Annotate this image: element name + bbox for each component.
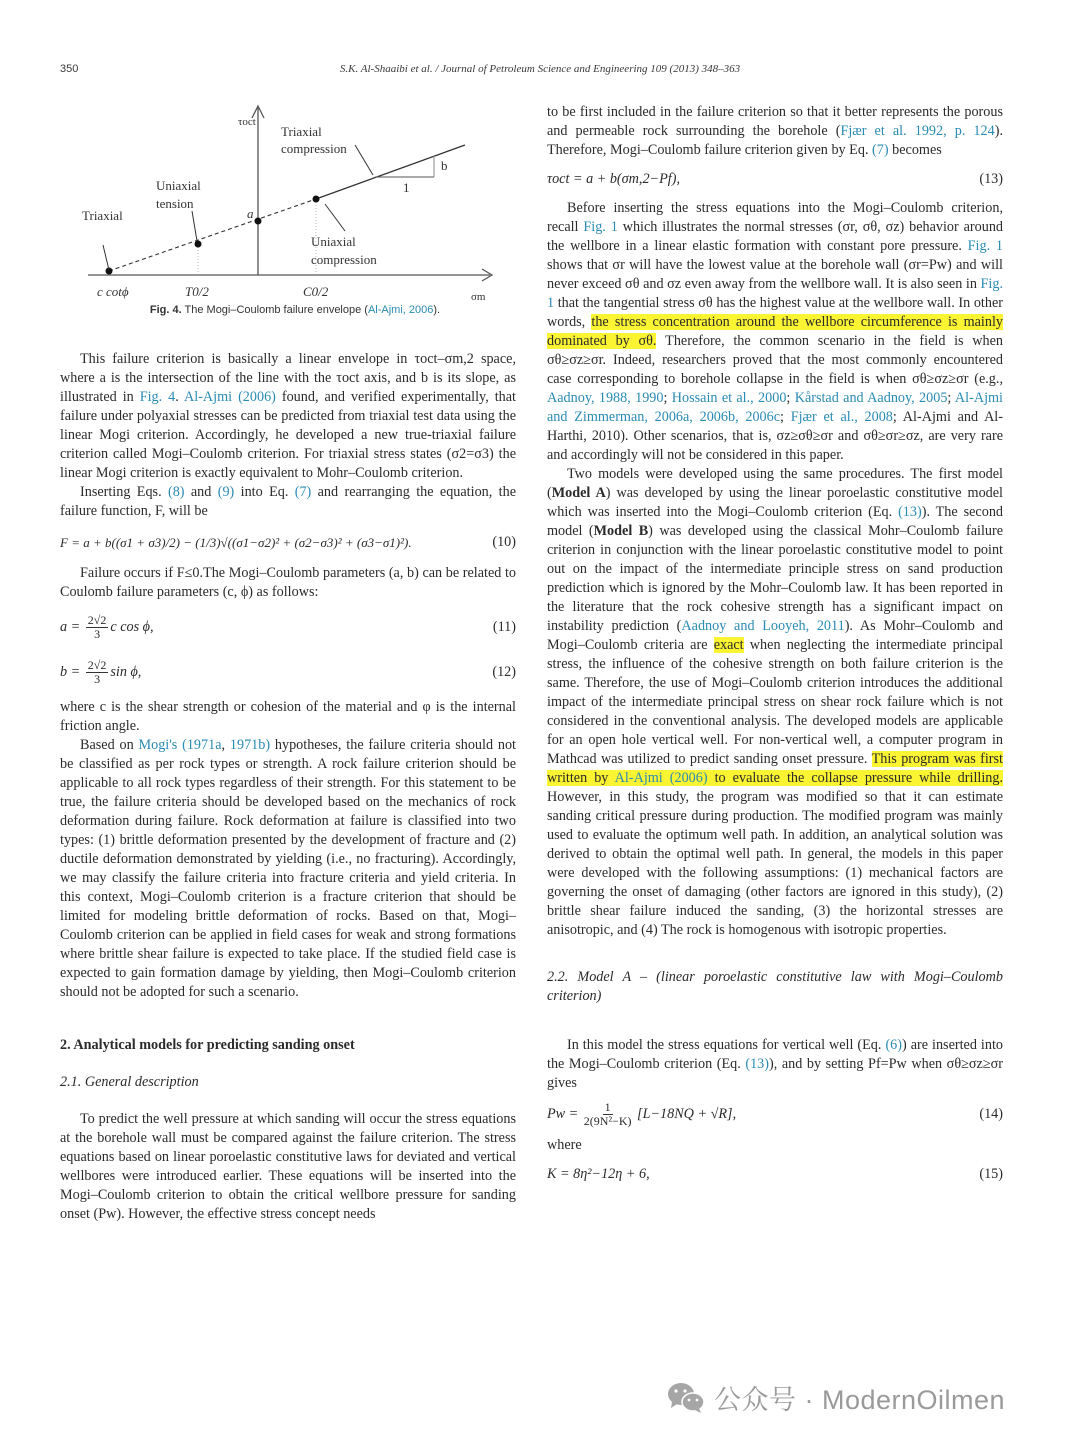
figure-caption: Fig. 4. The Mogi–Coulomb failure envelope (Al-Ajmi, 2006). [149,304,441,316]
figure-link[interactable]: Fig. 4 [139,389,176,405]
svg-text:b: b [441,158,448,173]
equation-15: K = 8η²−12η + 6, (15) [547,1166,1003,1182]
highlighted-text: This program was first written by Al-Ajmi (2006) to evaluate the collapse pressure while drilling. [547,751,1004,786]
citation-link[interactable]: Al-Ajmi and Zimmerman, 2006a, 2006b, 2006c [547,390,1003,425]
paragraph: In this model the stress equations for vertical well (Eq. (6)) are inserted into the Mogi–Coulomb criterion (Eq. (13)), and by setting Pf=Pw when σθ≥σz≥σr gives [547,1037,1004,1091]
equation-14: Pw = $\frac{1}{\text{2(9N²−K)}}$ [L−18NQ + √R], (14) [547,1100,1003,1128]
equation-12: b = $\frac{2√2}{3}$ sin ϕ, (12) [60,658,516,686]
svg-text:Uniaxial: Uniaxial [156,178,201,193]
paragraph: This failure criterion is basically a linear envelope in τoct–σm,2 space, where a is the intersection of the line with the τoct axis, and b is its slope, as illustrated in Fig. 4. Al-Ajmi (2006) found, and verified experimentally, that failure under polyaxial stresses can be predicted from triaxial test data using the linear Mogi criterion. Accordingly, he developed a new true-triaxial failure criterion called Mogi–Coulomb criterion. For triaxial stress states (σ2=σ3) the linear Mogi criterion is exactly equivalent to Mohr–Coulomb criterion. [60,351,516,481]
figure-link[interactable]: Fig. 1 [547,276,1003,311]
svg-text:compression: compression [281,141,347,156]
point-uniaxial-compression [313,196,320,203]
point-uniaxial-tension [195,241,202,248]
highlighted-text: the stress concentration around the wellbore circumference is mainly dominated by σθ. [547,314,1004,349]
svg-text:T0/2: T0/2 [185,284,209,299]
equation-13: τoct = a + b(σm,2−Pf), (13) [547,171,1003,187]
equation-link[interactable]: (8) [167,484,185,500]
envelope-dashed [109,199,316,271]
watermark-text: 公众号 · ModernOilmen [714,1385,1006,1415]
citation-link[interactable]: Al-Ajmi (2006) [184,389,276,405]
citation-link[interactable]: Mogi's (1971a [138,737,222,753]
paragraph: Based on Mogi's (1971a, 1971b) hypotheses, the failure criteria should not be classified as per rock types or strength. A rock failure criterion should be applicable to all rock types regardless of their strength. For this statement to be true, the failure criteria should be developed based on the mechanics of rock deformation during failure. Rock deformation at failure is classified into two types: (1) brittle deformation presented by the development of fracture and (2) ductile deformation demonstrated by yielding (i.e., no fracturing). Accordingly, we may classify the failure criteria into fracture criteria and yield criteria. In this context, Mogi–Coulomb criterion is a fracture criterion that should be limited for modeling brittle deformation of rocks. Based on that, Mogi–Coulomb criterion can be applied in field cases for weak and strong formations where brittle shear failure is expected to take place. If the studied field case is expected to gain formation damage by yielding, then Mogi–Coulomb criterion should not be adopted for such a scenario. [60,737,516,1000]
citation-link[interactable]: Aadnoy and Looyeh, 2011 [681,618,845,634]
citation-link[interactable]: Aadnoy, 1988, 1990 [547,390,664,406]
svg-text:Triaxial: Triaxial [82,208,123,223]
equation-link[interactable]: (13) [898,504,922,520]
page-number: 350 [60,63,79,75]
citation-link[interactable]: Kårstad and Aadnoy, 2005 [794,390,948,406]
equation-link[interactable]: (13) [745,1056,769,1072]
svg-text:σm: σm [471,291,486,303]
subsection-heading: 2.1. General description [60,1074,199,1090]
svg-text:τoct: τoct [238,116,256,128]
paragraph: to be first included in the failure criterion so that it better represents the porous and permeable rock surrounding the borehole (Fjær et al. 1992, p. 124). Therefore, Mogi–Coulomb failure criterion given by Eq. (7) becomes [547,104,1003,158]
svg-text:tension: tension [156,196,194,211]
svg-text:compression: compression [311,252,377,267]
wechat-icon [666,1381,706,1415]
equation-link[interactable]: (6) [885,1037,902,1053]
svg-text:C0/2: C0/2 [303,284,329,299]
svg-text:1: 1 [403,180,410,195]
citation-link[interactable]: Al-Ajmi, 2006 [367,304,434,316]
citation-link[interactable]: Fjær et al. 1992, p. 124 [840,123,995,139]
citation-link[interactable]: Hossain et al., 2000 [671,390,787,406]
section-heading: 2. Analytical models for predicting sanding onset [60,1037,355,1053]
point-intercept-a [255,218,262,225]
figure-link[interactable]: Fig. 1 [967,238,1003,254]
left-column [60,350,516,1224]
journal-citation: S.K. Al-Shaaibi et al. / Journal of Petroleum Science and Engineering 109 (2013) 348–363 [339,63,741,75]
subsection-heading: 2.2. Model A – (linear poroelastic constitutive law with Mogi–Coulomb criterion) [547,969,1003,1004]
paragraph: where [547,1137,582,1153]
figure-link[interactable]: Fig. 1 [583,219,618,235]
equation-link[interactable]: (7) [872,142,889,158]
page-header [0,63,1080,83]
right-column [547,103,1003,1194]
svg-text:Uniaxial: Uniaxial [311,234,356,249]
citation-link[interactable]: Fjær et al., 2008 [790,409,893,425]
figure-mogi-coulomb-envelope [60,100,530,330]
equation-link[interactable]: (9) [217,484,235,500]
equation-11: a = $\frac{2√2}{3}$ c cos ϕ, (11) [60,613,516,641]
paragraph: Two models were developed using the same procedures. The first model (Model A) was developed by using the linear poroelastic constitutive model which was inserted into the Mogi–Coulomb criterion (Eq. (13)). The second model (Model B) was developed using the classical Mohr–Coulomb failure criterion in conjunction with the linear poroelastic constitutive model to point out on the impact of the intermediate principle stress on sand production prediction which is ignored by the Mohr–Coulomb law. It has been reported in the literature that the rock cohesive strength has a significant impact on instability prediction (Aadnoy and Looyeh, 2011). As Mohr–Coulomb and Mogi–Coulomb criteria are exact when neglecting the intermediate principal stress, the influence of the cohesive strength on both failure criterion is the same. Therefore, the use of Mogi–Coulomb criterion introduces the additional impact of the intermediate principal stress on shear rock failure which is not considered in the conventional analysis. The developed models are applicable for an open hole vertical well. For non-vertical well, a computer program in Mathcad was utilized to predict sanding onset pressure. This program was first written by Al-Ajmi (2006) to evaluate the collapse pressure while drilling. However, in this study, the program was modified so that it can estimate sanding critical pressure during production. The modified program was mainly used to evaluate the optimum well path. In addition, an analytical solution was derived to obtain the optimal well path. In general, the models in this paper were developed with the following assumptions: (1) mechanical factors are governing the onset of damaging (other factors are ignored in this study), (2) brittle shear failure induced the sanding, (3) the horizontal stresses are anisotropic, and (4) The rock is homogenous with isotropic properties. [547,466,1004,938]
paragraph: Inserting Eqs. (8) and (9) into Eq. (7) and rearranging the equation, the failure function, F, will be [60,484,516,519]
paragraph: To predict the well pressure at which sanding will occur the stress equations at the borehole wall must be compared against the failure criterion. The stress equations based on linear poroelastic constitutive laws for deviated and vertical wellbores were introduced earlier. These equations will be inserted into the Mogi–Coulomb criterion to obtain the critical wellbore pressure for sanding onset (Pw). However, the effective stress concept needs [60,1111,516,1222]
svg-text:Triaxial: Triaxial [281,124,322,139]
paragraph: where c is the shear strength or cohesion of the material and φ is the internal friction angle. [60,699,516,734]
equation-link[interactable]: (7) [294,484,312,500]
watermark [666,1378,1005,1417]
paragraph: Before inserting the stress equations into the Mogi–Coulomb criterion, recall Fig. 1 which illustrates the normal stresses (σr, σθ, σz) behavior around the wellbore in a linear elastic formation with constant pore pressure. Fig. 1 shows that σr will have the lowest value at the borehole wall (σr=Pw) and will never exceed σθ and σz even away from the wellbore wall. It is also seen in Fig. 1 that the tangential stress σθ has the highest value at the wellbore wall. In other words, the stress concentration around the wellbore circumference is mainly dominated by σθ. Therefore, the common scenario in the field is when σθ≥σz≥σr. Indeed, researchers proved that the most commonly encountered case corresponding to borehole collapse in the field is when σθ≥σz≥σr (e.g., Aadnoy, 1988, 1990; Hossain et al., 2000; Kårstad and Aadnoy, 2005; Al-Ajmi and Zimmerman, 2006a, 2006b, 2006c; Fjær et al., 2008; Al-Ajmi and Al-Harthi, 2010). Other scenarios, that is, σz≥σθ≥σr and σθ≥σr≥σz, are very rare and accordingly will not be considered in this paper. [547,200,1004,463]
highlighted-text: exact [713,637,744,653]
paragraph: Failure occurs if F≤0.The Mogi–Coulomb parameters (a, b) can be related to Coulomb failure parameters (c, ϕ) as follows: [60,565,516,600]
svg-text:c cotϕ: c cotϕ [97,284,129,299]
svg-text:a: a [247,206,254,221]
citation-link[interactable]: Al-Ajmi (2006) [614,770,708,786]
equation-10: F = a + b((σ1 + σ3)/2) − (1/3)√((σ1−σ2)² + (σ2−σ3)² + (σ3−σ1)²). (10) [60,534,516,550]
citation-link[interactable]: 1971b) [229,737,271,753]
